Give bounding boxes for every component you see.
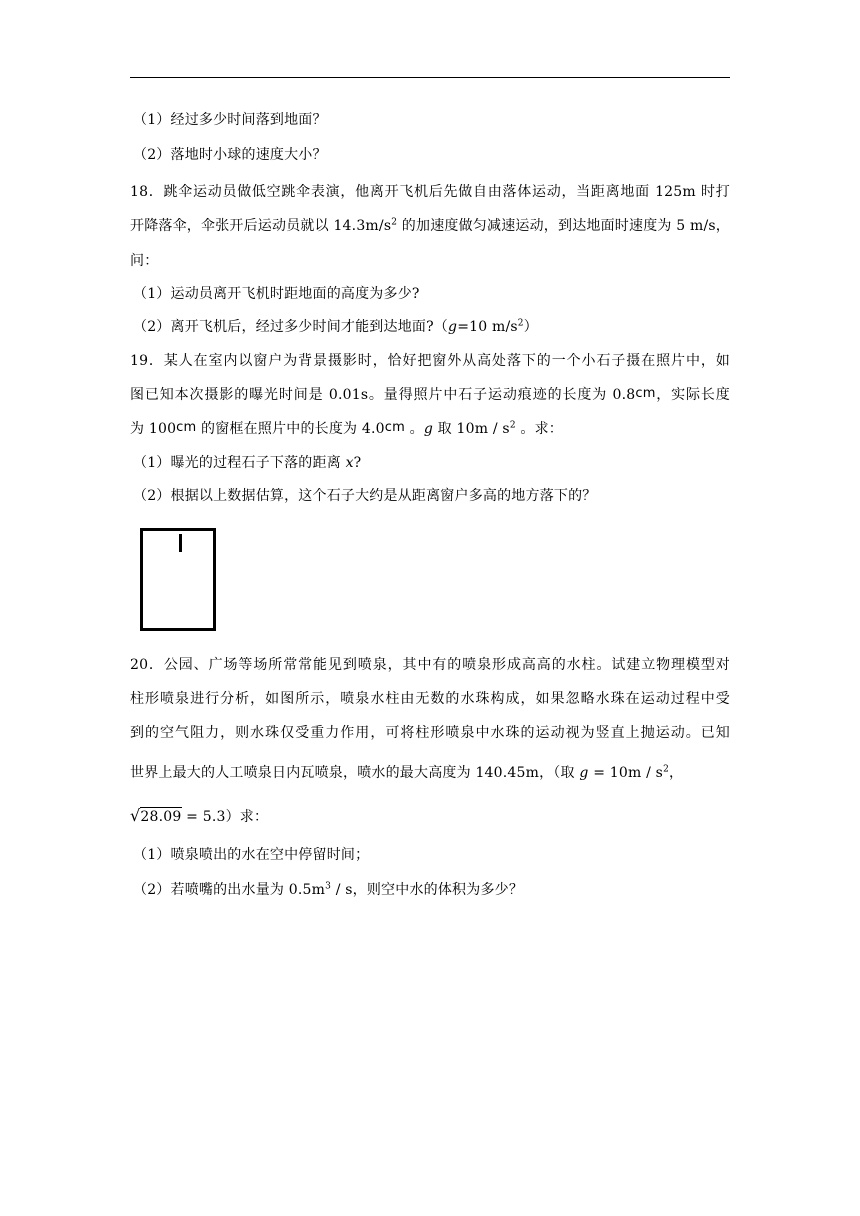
q20-var-g: g	[579, 765, 589, 781]
window-frame-figure	[140, 528, 216, 631]
q20-stem-line4	[130, 763, 730, 783]
q20-exponent: 2	[663, 764, 670, 775]
q20-text: = 5.3）求：	[181, 809, 269, 825]
stone-streak	[179, 534, 182, 552]
q20-text: （2）若喷嘴的出水量为 0.5m	[133, 882, 326, 898]
sqrt-radicand: 28.09	[140, 809, 182, 825]
q18-text: ）	[523, 319, 538, 335]
q19-text: （1）曝光的过程石子下落的距离	[133, 455, 346, 471]
q19-stem-line1: 19．某人在室内以窗户为背景摄影时，恰好把窗外从高处落下的一个小石子摄在照片中，如	[130, 353, 730, 369]
q17-sub2: （2）落地时小球的速度大小？	[133, 147, 327, 163]
q18-text: =10 m/s	[457, 319, 518, 335]
q19-sub1	[133, 453, 733, 473]
q18-sub1: （1）运动员离开飞机时距地面的高度为多少?	[133, 286, 420, 302]
sqrt-icon: √	[130, 806, 141, 825]
q19-text: 。求：	[515, 421, 563, 437]
q18-stem-line2	[130, 216, 730, 236]
q19-exponent: 2	[509, 420, 516, 431]
q18-text: 的加速度做匀减速运动，到达地面时速度为 5 m/s，	[397, 218, 730, 234]
q20-sub2	[133, 880, 733, 900]
q19-unit-cm: cm	[384, 420, 405, 435]
q18-stem-line1: 18．跳伞运动员做低空跳伞表演，他离开飞机后先做自由落体运动，当距离地面 125m 时打	[130, 184, 730, 200]
q19-text: ，实际长度	[655, 387, 731, 403]
q20-stem-line1: 20．公园、广场等场所常常能见到喷泉，其中有的喷泉形成高高的水柱。试建立物理模型对	[130, 657, 730, 673]
q19-stem-line2	[130, 384, 730, 405]
q20-stem-line2: 柱形喷泉进行分析，如图所示，喷泉水柱由无数的水珠构成，如果忽略水珠在运动过程中受	[130, 691, 730, 707]
q20-text: / s，则空中水的体积为多少？	[331, 882, 524, 898]
q20-text: 世界上最大的人工喷泉日内瓦喷泉，喷水的最大高度为 140.45m，（取	[130, 765, 580, 781]
q19-sub2: （2）根据以上数据估算，这个石子大约是从距离窗户多高的地方落下的？	[133, 488, 597, 504]
q20-text: ，	[669, 765, 684, 781]
q19-var-x: x	[345, 455, 354, 471]
q20-text: = 10m / s	[588, 765, 664, 781]
q19-stem-line3	[130, 418, 730, 439]
q19-text: 。	[404, 421, 424, 437]
q19-var-g: g	[423, 421, 434, 437]
q18-exponent: 2	[517, 318, 524, 329]
q19-text: 取 10m / s	[433, 421, 510, 437]
q17-sub1: （1）经过多少时间落到地面？	[133, 112, 327, 128]
q19-unit-cm: cm	[176, 420, 197, 435]
header-rule	[130, 77, 730, 78]
q18-var-g: g	[448, 319, 458, 335]
q20-stem-line5	[130, 806, 730, 827]
q19-text: 的窗框在照片中的长度为 4.0	[196, 421, 385, 437]
q19-text: 图已知本次摄影的曝光时间是 0.01s。量得照片中石子运动痕迹的长度为 0.8	[130, 387, 636, 403]
q18-text: 开降落伞，伞张开后运动员就以 14.3m/s	[130, 218, 392, 234]
q19-unit-cm: cm	[635, 386, 656, 401]
q20-stem-line3: 到的空气阻力，则水珠仅受重力作用，可将柱形喷泉中水珠的运动视为竖直上抛运动。已知	[130, 725, 730, 741]
q19-text: 为 100	[130, 421, 177, 437]
q18-stem-line3: 问：	[130, 253, 159, 269]
q19-text: ?	[353, 455, 362, 471]
q18-sub2	[133, 317, 733, 337]
q20-sub1: （1）喷泉喷出的水在空中停留时间；	[133, 847, 370, 863]
q18-text: （2）离开飞机后，经过多少时间才能到达地面?（	[133, 319, 449, 335]
q18-exponent: 2	[391, 217, 398, 228]
sqrt-expression	[130, 806, 182, 827]
q20-exponent: 3	[325, 881, 332, 892]
